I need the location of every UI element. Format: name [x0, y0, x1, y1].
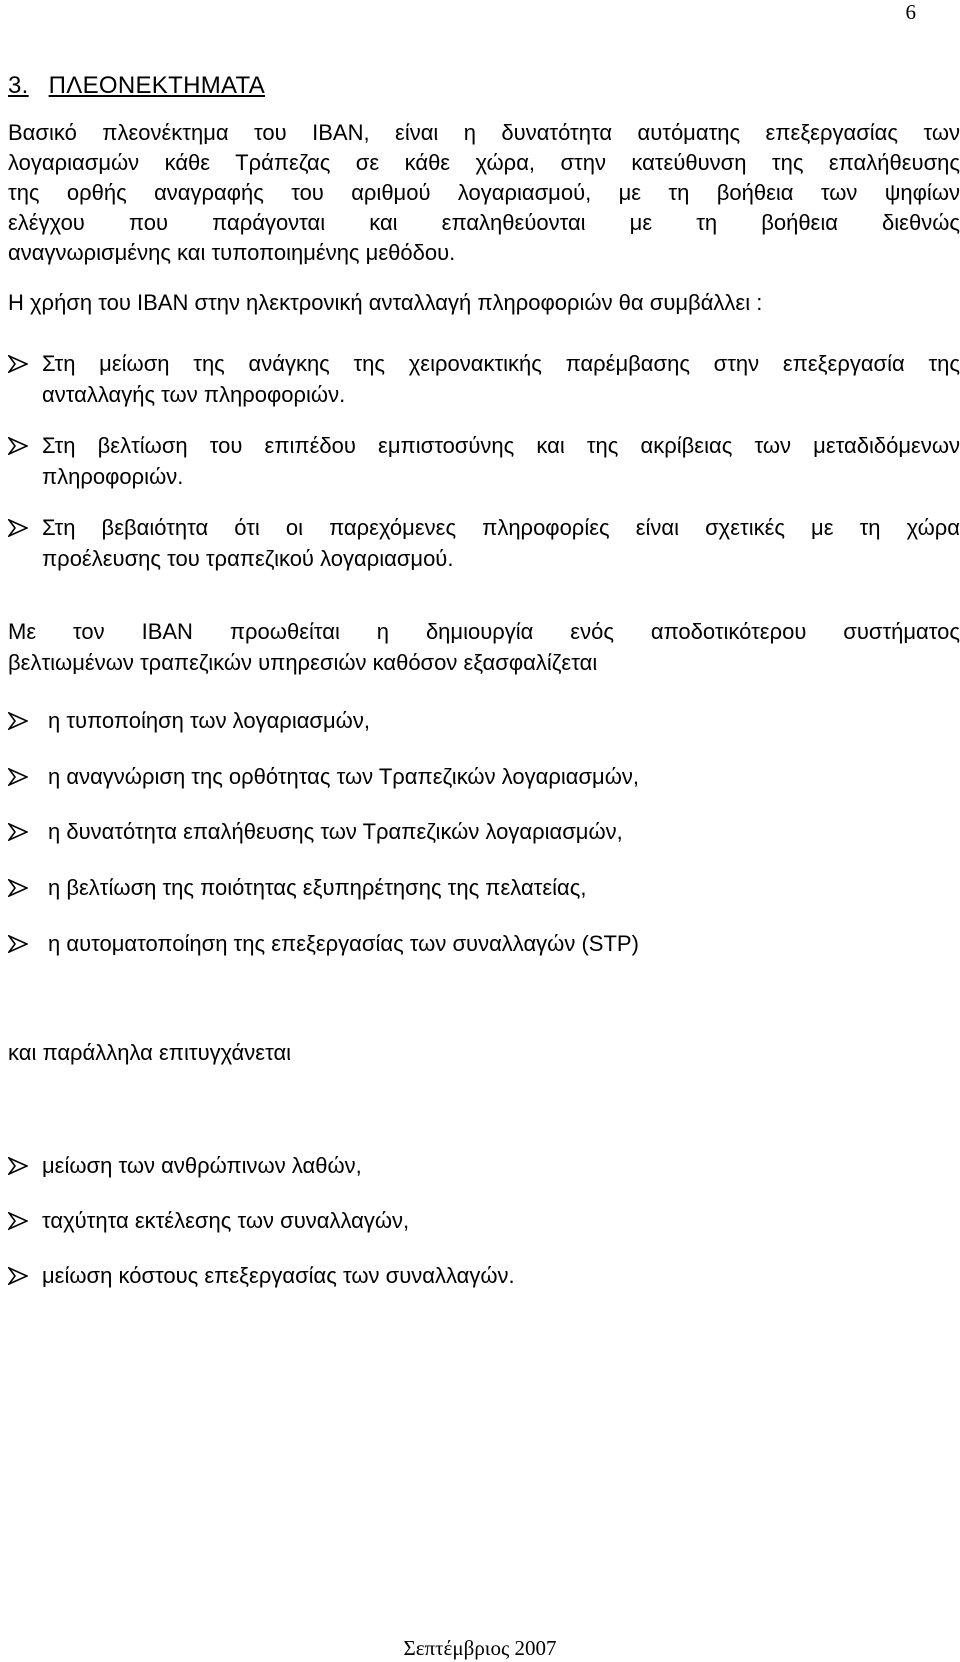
list-item-text: η αναγνώριση της ορθότητας των Τραπεζικών λογαριασμών, [48, 764, 640, 789]
arrowhead-bullet-icon [8, 355, 28, 373]
paragraph-line: ελέγχου που παράγονται και επαληθεύονται με τη βοήθεια διεθνώς [8, 210, 960, 235]
arrowhead-bullet-icon [8, 437, 28, 455]
paragraph-line: Βασικό πλεονέκτημα του IBAN, είναι η δυνατότητα αυτόματης επεξεργασίας των [8, 120, 960, 145]
list-item-line: Στη μείωση της ανάγκης της χειρονακτικής παρέμβασης στην επεξεργασία της [42, 351, 960, 376]
list-item-text: η αυτοματοποίηση της επεξεργασίας των συναλλαγών (STP) [48, 931, 639, 956]
list-item-text: η τυποποίηση των λογαριασμών, [48, 708, 370, 733]
paragraph-line: βελτιωμένων τραπεζικών υπηρεσιών καθόσον εξασφαλίζεται [8, 650, 598, 675]
arrowhead-bullet-icon [8, 1212, 28, 1230]
paragraph-line: λογαριασμών κάθε Τράπεζας σε κάθε χώρα, στην κατεύθυνση της επαλήθευσης [8, 150, 960, 175]
page-number: 6 [905, 0, 916, 24]
arrowhead-bullet-icon [8, 879, 28, 897]
list-item-text: μείωση κόστους επεξεργασίας των συναλλαγών. [42, 1263, 515, 1288]
section-title: ΠΛΕΟΝΕΚΤΗΜΑΤΑ [48, 72, 266, 99]
paragraph-iban-usage: Η χρήση του IBAN στην ηλεκτρονική ανταλλαγή πληροφοριών θα συμβάλλει : [8, 290, 763, 315]
list-item-text: μείωση των ανθρώπινων λαθών, [42, 1153, 362, 1178]
list-item-line: ανταλλαγής των πληροφοριών. [42, 382, 346, 407]
page-footer: Σεπτέμβριος 2007 [403, 1636, 557, 1660]
paragraph-line: Με τον IBAN προωθείται η δημιουργία ενός αποδοτικότερου συστήματος [8, 619, 960, 644]
arrowhead-bullet-icon [8, 823, 28, 841]
paragraph-line: της ορθής αναγραφής του αριθμού λογαριασμού, με τη βοήθεια των ψηφίων [8, 180, 960, 205]
arrowhead-bullet-icon [8, 1157, 28, 1175]
list-item-line: Στη βεβαιότητα ότι οι παρεχόμενες πληροφορίες είναι σχετικές με τη χώρα [42, 515, 960, 540]
list-item-line: προέλευσης του τραπεζικού λογαριασμού. [42, 546, 454, 571]
arrowhead-bullet-icon [8, 935, 28, 953]
list-item-text: η βελτίωση της ποιότητας εξυπηρέτησης της πελατείας, [48, 875, 587, 900]
section-heading [8, 72, 265, 100]
section-number: 3. [8, 72, 29, 99]
arrowhead-bullet-icon [8, 712, 28, 730]
list-item-text: ταχύτητα εκτέλεσης των συναλλαγών, [42, 1208, 410, 1233]
paragraph-line: αναγνωρισμένης και τυποποιημένης μεθόδου. [8, 240, 456, 265]
list-item-line: Στη βελτίωση του επιπέδου εμπιστοσύνης και της ακρίβειας των μεταδιδόμενων [42, 433, 960, 458]
arrowhead-bullet-icon [8, 1267, 28, 1285]
arrowhead-bullet-icon [8, 519, 28, 537]
arrowhead-bullet-icon [8, 768, 28, 786]
list-item-line: πληροφοριών. [42, 464, 184, 489]
list-item-text: η δυνατότητα επαλήθευσης των Τραπεζικών λογαριασμών, [48, 819, 623, 844]
paragraph-also-achieved: και παράλληλα επιτυγχάνεται [8, 1040, 292, 1065]
